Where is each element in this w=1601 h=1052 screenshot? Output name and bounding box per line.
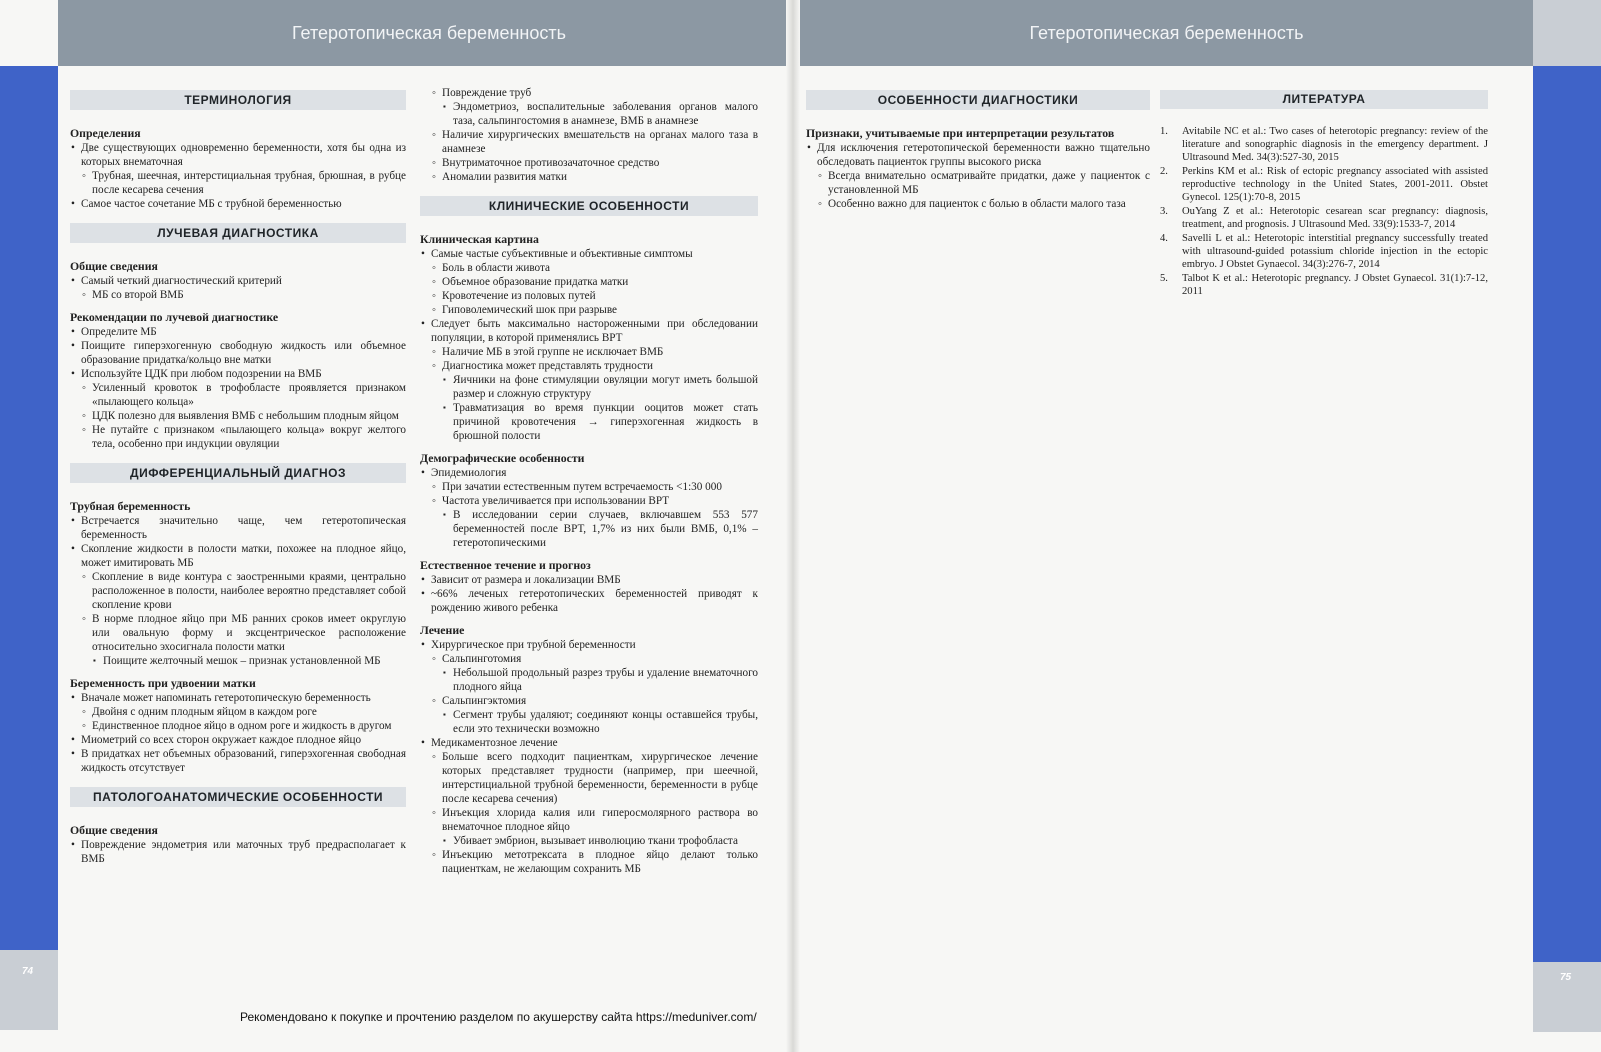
reference-item bbox=[1160, 205, 1488, 231]
right-margin-band bbox=[1533, 66, 1601, 962]
subheading-clinical-picture: Клиническая картина bbox=[420, 232, 539, 246]
list-item: ▪ Травматизация во время пункции ооцитов может стать причиной кровотечения → гиперэхогенная жидкость в брюшной полости bbox=[420, 401, 758, 443]
left-page-number: 74 bbox=[22, 966, 34, 977]
column-4 bbox=[1160, 78, 1488, 299]
list-item: ◦ Внутриматочное противозачаточное средство bbox=[420, 156, 758, 170]
reference-item bbox=[1160, 125, 1488, 164]
left-page-tab bbox=[0, 950, 58, 1030]
section-heading-imaging: ЛУЧЕВАЯ ДИАГНОСТИКА bbox=[70, 223, 406, 243]
list-item: • Следует быть максимально настороженными при обследовании популяции, в которой применялись ВРТ bbox=[420, 317, 758, 345]
list-item: • Эпидемиология bbox=[420, 466, 758, 480]
list-item: ◦ Сальпинготомия bbox=[420, 652, 758, 666]
list-item: • Медикаментозное лечение bbox=[420, 736, 758, 750]
left-page bbox=[0, 0, 800, 1052]
list-item: ◦ Особенно важно для пациенток с болью в области малого таза bbox=[806, 197, 1150, 211]
section-heading-pathology: ПАТОЛОГОАНАТОМИЧЕСКИЕ ОСОБЕННОСТИ bbox=[70, 787, 406, 807]
list-item: • Хирургическое при трубной беременности bbox=[420, 638, 758, 652]
reference-text: Avitabile NC et al.: Two cases of heterotopic pregnancy: review of the literature and sonographic diagnosis in the emergency department. J Ultrasound Med. 34(3):527-30, 2015 bbox=[1182, 126, 1488, 163]
subheading-definitions: Определения bbox=[70, 126, 141, 140]
list-item: ◦ Инъекция хлорида калия или гиперосмолярного раствора во внематочное плодное яйцо bbox=[420, 806, 758, 834]
reference-number: 5. bbox=[1160, 273, 1168, 284]
list-item: ◦ Боль в области живота bbox=[420, 261, 758, 275]
reference-number: 1. bbox=[1160, 126, 1168, 137]
list-item: ◦ Всегда внимательно осматривайте придатки, даже у пациенток с установленной МБ bbox=[806, 169, 1150, 197]
reference-number: 3. bbox=[1160, 206, 1168, 217]
list-item: • Две существующих одновременно беременности, хотя бы одна из которых внематочная bbox=[70, 141, 406, 169]
column-1 bbox=[70, 78, 406, 866]
list-item: • Зависит от размера и локализации ВМБ bbox=[420, 573, 758, 587]
list-item: ◦ Объемное образование придатка матки bbox=[420, 275, 758, 289]
list-item: ◦ Аномалии развития матки bbox=[420, 170, 758, 184]
list-item: ▪ Эндометриоз, воспалительные заболевания органов малого таза, сальпингостомия в анамнезе, ВМБ в анамнезе bbox=[420, 100, 758, 128]
list-item: • Используйте ЦДК при любом подозрении на ВМБ bbox=[70, 367, 406, 381]
list-item: ◦ Единственное плодное яйцо в одном роге и жидкость в другом bbox=[70, 719, 406, 733]
list-item: ◦ Диагностика может представлять трудности bbox=[420, 359, 758, 373]
reference-item bbox=[1160, 165, 1488, 204]
list-item: ◦ МБ со второй ВМБ bbox=[70, 288, 406, 302]
column-2 bbox=[420, 86, 758, 876]
list-item: • ~66% леченых гетеротопических беременностей приводят к рождению живого ребенка bbox=[420, 587, 758, 615]
list-item: ▪ Убивает эмбрион, вызывает инволюцию ткани трофобласта bbox=[420, 834, 758, 848]
list-item: ◦ Скопление в виде контура с заостренными краями, центрально расположенное в полости, наиболее вероятно представляет собой скопление крови bbox=[70, 570, 406, 612]
list-item: ▪ Яичники на фоне стимуляции овуляции могут иметь большой размер и сложную структуру bbox=[420, 373, 758, 401]
list-item: • Определите МБ bbox=[70, 325, 406, 339]
right-running-header: Гетеротопическая беременность bbox=[800, 0, 1533, 66]
list-item: • Для исключения гетеротопической беременности важно тщательно обследовать пациенток группы высокого риска bbox=[806, 141, 1150, 169]
subheading-treatment: Лечение bbox=[420, 623, 465, 637]
subheading-double-uterus: Беременность при удвоении матки bbox=[70, 676, 256, 690]
list-item: • Самые частые субъективные и объективные симптомы bbox=[420, 247, 758, 261]
reference-item bbox=[1160, 232, 1488, 271]
list-item: • Самый четкий диагностический критерий bbox=[70, 274, 406, 288]
list-item: ▪ В исследовании серии случаев, включавшем 553 577 беременностей после ВРТ, 1,7% из них были ВМБ, 0,1% – гетеротопическими bbox=[420, 508, 758, 550]
list-item: ◦ Трубная, шеечная, интерстициальная трубная, брюшная, в рубце после кесарева сечения bbox=[70, 169, 406, 197]
list-item: ◦ Не путайте с признаком «пылающего кольца» вокруг желтого тела, особенно при индукции овуляции bbox=[70, 423, 406, 451]
list-item: ◦ Сальпингэктомия bbox=[420, 694, 758, 708]
left-margin-band bbox=[0, 66, 58, 950]
footer-watermark-note: Рекомендовано к покупке и прочтению разделом по акушерству сайта https://meduniver.com/ bbox=[240, 1010, 757, 1024]
subheading-general-2: Общие сведения bbox=[70, 823, 158, 837]
section-heading-differential: ДИФФЕРЕНЦИАЛЬНЫЙ ДИАГНОЗ bbox=[70, 463, 406, 483]
list-item: • Повреждение эндометрия или маточных труб предрасполагает к ВМБ bbox=[70, 838, 406, 866]
reference-text: Talbot K et al.: Heterotopic pregnancy. J Obstet Gynaecol. 31(1):7-12, 2011 bbox=[1182, 273, 1488, 297]
reference-text: Savelli L et al.: Heterotopic interstitial pregnancy successfully treated with ultrasound-guided potassium chloride injection in the ectopic embryo. J Obstet Gynaecol. 34(3):276-7, 2014 bbox=[1182, 233, 1488, 270]
list-item: ◦ ЦДК полезно для выявления ВМБ с небольшим плодным яйцом bbox=[70, 409, 406, 423]
book-spine bbox=[786, 0, 800, 1052]
list-item: ▪ Небольшой продольный разрез трубы и удаление внематочного плодного яйца bbox=[420, 666, 758, 694]
reference-text: Perkins KM et al.: Risk of ectopic pregnancy associated with assisted reproductive technology in the United States, 2001-2011. Obstet Gynecol. 125(1):70-8, 2015 bbox=[1182, 166, 1488, 203]
right-page bbox=[800, 0, 1601, 1052]
section-heading-literature: ЛИТЕРАТУРА bbox=[1160, 90, 1488, 109]
list-item: ◦ Усиленный кровоток в трофобласте проявляется признаком «пылающего кольца» bbox=[70, 381, 406, 409]
list-item: ◦ Больше всего подходит пациенткам, хирургическое лечение которых представляет трудности (например, при шеечной, интерстициальной трубной беременности, беременности в рубце после кесарева сечения) bbox=[420, 750, 758, 806]
subheading-natural-course: Естественное течение и прогноз bbox=[420, 558, 591, 572]
section-heading-diagnosis: ОСОБЕННОСТИ ДИАГНОСТИКИ bbox=[806, 90, 1150, 110]
subheading-signs: Признаки, учитываемые при интерпретации результатов bbox=[806, 126, 1115, 140]
reference-number: 4. bbox=[1160, 233, 1168, 244]
list-item: ▪ Сегмент трубы удаляют; соединяют концы оставшейся трубы, если это технически возможно bbox=[420, 708, 758, 736]
list-item: • Вначале может напоминать гетеротопическую беременность bbox=[70, 691, 406, 705]
list-item: ◦ Наличие хирургических вмешательств на органах малого таза в анамнезе bbox=[420, 128, 758, 156]
list-item: • Поищите гиперэхогенную свободную жидкость или объемное образование придатка/кольцо вне матки bbox=[70, 339, 406, 367]
subheading-demographics: Демографические особенности bbox=[420, 451, 585, 465]
list-item: ◦ Двойня с одним плодным яйцом в каждом роге bbox=[70, 705, 406, 719]
subheading-general: Общие сведения bbox=[70, 259, 158, 273]
list-item: • В придатках нет объемных образований, гиперэхогенная свободная жидкость отсутствует bbox=[70, 747, 406, 775]
section-heading-terminology: ТЕРМИНОЛОГИЯ bbox=[70, 90, 406, 110]
list-item: ◦ Инъекцию метотрексата в плодное яйцо делают только пациенткам, не желающим сохранить МБ bbox=[420, 848, 758, 876]
list-item: • Скопление жидкости в полости матки, похожее на плодное яйцо, может имитировать МБ bbox=[70, 542, 406, 570]
column-3 bbox=[806, 78, 1150, 211]
reference-item bbox=[1160, 272, 1488, 298]
right-page-number: 75 bbox=[1560, 972, 1572, 983]
list-item: • Встречается значительно чаще, чем гетеротопическая беременность bbox=[70, 514, 406, 542]
list-item: ◦ Повреждение труб bbox=[420, 86, 758, 100]
left-running-header: Гетеротопическая беременность bbox=[58, 0, 800, 66]
reference-number: 2. bbox=[1160, 166, 1168, 177]
subheading-tubal: Трубная беременность bbox=[70, 499, 191, 513]
section-heading-clinical: КЛИНИЧЕСКИЕ ОСОБЕННОСТИ bbox=[420, 196, 758, 216]
right-top-corner bbox=[1533, 0, 1601, 66]
list-item: • Самое частое сочетание МБ с трубной беременностью bbox=[70, 197, 406, 211]
list-item: ▪ Поищите желточный мешок – признак установленной МБ bbox=[70, 654, 406, 668]
list-item: ◦ Частота увеличивается при использовании ВРТ bbox=[420, 494, 758, 508]
list-item: ◦ При зачатии естественным путем встречаемость <1:30 000 bbox=[420, 480, 758, 494]
list-item: ◦ В норме плодное яйцо при МБ ранних сроков имеет округлую или овальную форму и эксцентрическое расположение относительно эхосигнала полости матки bbox=[70, 612, 406, 654]
list-item: ◦ Кровотечение из половых путей bbox=[420, 289, 758, 303]
list-item: ◦ Гиповолемический шок при разрыве bbox=[420, 303, 758, 317]
list-item: • Миометрий со всех сторон окружает каждое плодное яйцо bbox=[70, 733, 406, 747]
list-item: ◦ Наличие МБ в этой группе не исключает ВМБ bbox=[420, 345, 758, 359]
reference-text: OuYang Z et al.: Heterotopic cesarean scar pregnancy: diagnosis, treatment, and prognosis. J Ultrasound Med. 33(9):1533-7, 2014 bbox=[1182, 206, 1488, 230]
subheading-recommendations: Рекомендации по лучевой диагностике bbox=[70, 310, 279, 324]
